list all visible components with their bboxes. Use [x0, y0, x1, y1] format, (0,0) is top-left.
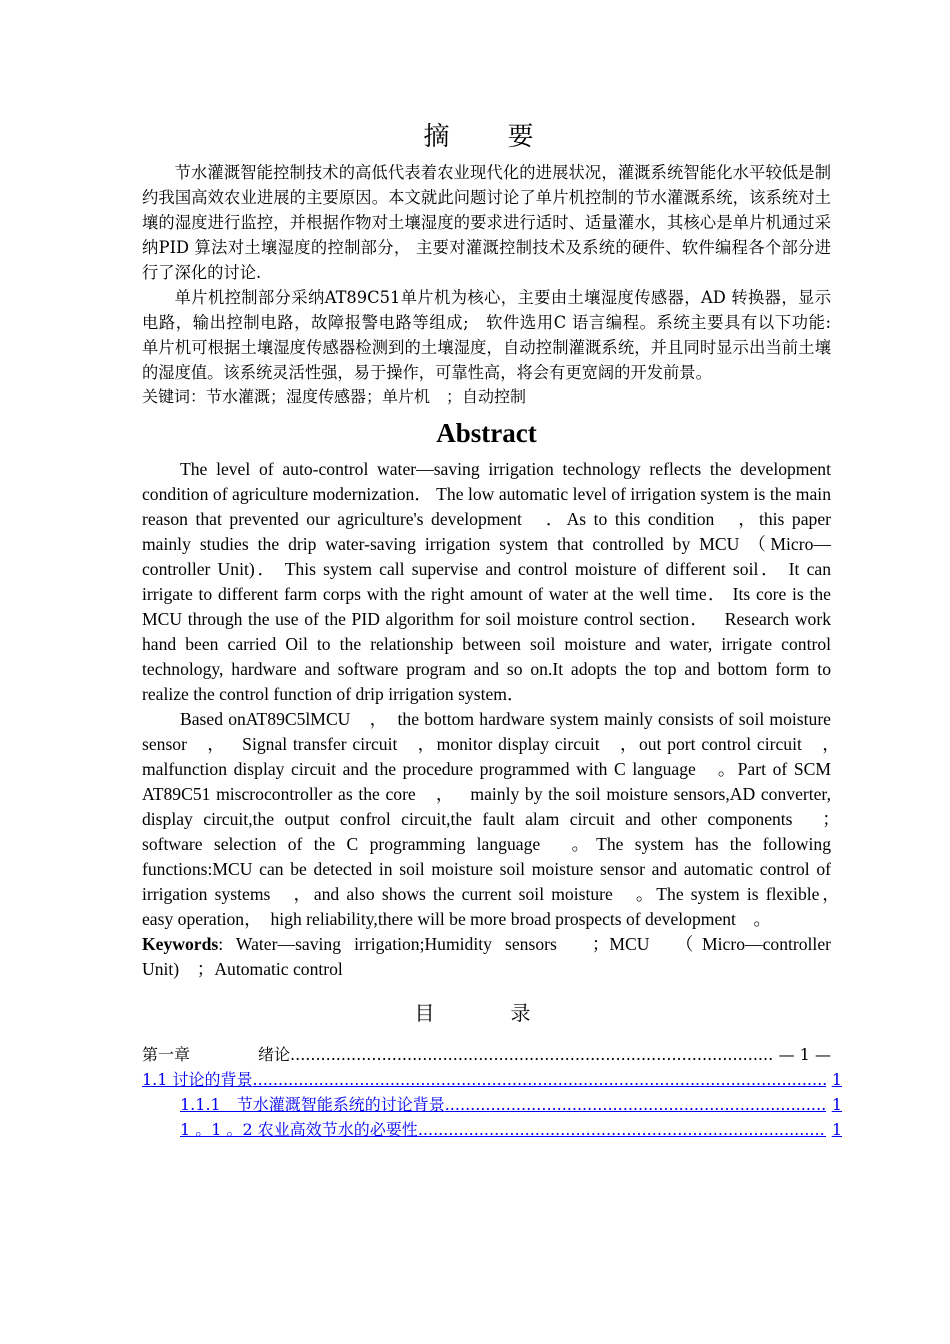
abstract-cn-title: 摘 要	[423, 122, 550, 152]
abstract-en-paragraph-1: The level of auto-control water—saving irrigation technology reflects the development condition of agriculture modernization． The low automatic level of irrigation system is the main reason that prevented our agriculture's development ．As to this condition ，this paper mainly studies the drip water-saving irrigation system that controlled by MCU （Micro—controller Unit)． This system call supervise and control moisture of different soil． It can irrigate to different farm corps with the right amount of water at the well time． Its core is the MCU through the use of the PID algorithm for soil moisture control section． Research work hand been carried Oil to the relationship between soil moisture and water, irrigate control technology, hardware and software program and so on.It adopts the top and bottom form to realize the control function of drip irrigation system．	[142, 459, 831, 704]
toc-chapter-row[interactable]	[142, 1042, 831, 1067]
abstract-cn-paragraph-1: 节水灌溉智能控制技术的高低代表着农业现代化的进展状况，灌溉系统智能化水平较低是制约我国高效农业进展的主要原因。本文就此问题讨论了单片机控制的节水灌溉系统，该系统对土壤的湿度进行监控，并根据作物对土壤湿度的要求进行适时、适量灌水，其核心是单片机通过采纳PID 算法对土壤湿度的控制部分， 主要对灌溉控制技术及系统的硬件、软件编程各个部分进行了深化的讨论.	[142, 163, 831, 282]
toc-entry-label: 1.1.1 节水灌溉智能系统的讨论背景	[180, 1095, 445, 1114]
keywords-label: Keywords	[142, 934, 219, 954]
keywords-text: : Water—saving irrigation;Humidity sensors ；MCU （Micro—controller Unit) ；Automatic control	[142, 934, 831, 979]
abstract-cn-keywords: 关键词：节水灌溉；湿度传感器；单片机 ；自动控制	[142, 387, 527, 406]
toc-chapter-label: 第一章	[142, 1045, 191, 1064]
toc-entry-1-1-2[interactable]	[142, 1117, 842, 1142]
toc-page-number: 1	[831, 1120, 842, 1139]
toc-leader	[445, 1092, 826, 1117]
toc-entry-label: 1 。1 。2 农业高效节水的必要性	[180, 1120, 418, 1139]
toc-page-number: 1	[831, 1095, 842, 1114]
toc-entry-label: 1.1 讨论的背景	[142, 1070, 253, 1089]
toc-page-number: 1	[831, 1070, 842, 1089]
document-page	[142, 118, 849, 1142]
abstract-cn-paragraph-2: 单片机控制部分采纳AT89C51单片机为核心，主要由土壤湿度传感器，AD 转换器，显示电路，输出控制电路，故障报警电路等组成; 软件选用C 语言编程。系统主要具有以下功能: 单片机可根据土壤湿度传感器检测到的土壤湿度，自动控制灌溉系统，并且同时显示出当前土壤的湿度值。该系统灵活性强，易于操作，可靠性高，将会有更宽阔的开发前景。	[142, 288, 848, 382]
toc-leader	[418, 1117, 826, 1142]
toc-entry-1-1-1[interactable]	[142, 1092, 842, 1117]
toc-chapter-title: 绪论	[258, 1045, 291, 1064]
toc-leader	[290, 1042, 773, 1067]
abstract-en-paragraph-2: Based onAT89C5lMCU ， the bottom hardware system mainly consists of soil moisture sensor ， Signal transfer circuit ，monitor display circuit ，out port control circuit ， malfunction display circuit and the procedure programmed with C language 。Part of SCM AT89C51 miscrocontroller as the core ， mainly by the soil moisture sensors,AD converter, display circuit,the output confrol circuit,the fault alam circuit and other components ； software selection of the C programming language 。The system has the following functions:MCU can be detected in soil moisture soil moisture sensor and automatic control of irrigation systems ，and also shows the current soil moisture 。The system is flexible， easy operation， high reliability,there will be more broad prospects of development 。	[142, 709, 849, 929]
abstract-en-title: Abstract	[436, 418, 537, 448]
abstract-en-keywords	[142, 932, 831, 982]
toc-title: 目 录	[414, 1001, 559, 1025]
toc-entry-1-1[interactable]	[142, 1067, 842, 1092]
toc-leader	[253, 1067, 826, 1092]
toc-page-number: — 1 —	[778, 1045, 831, 1064]
